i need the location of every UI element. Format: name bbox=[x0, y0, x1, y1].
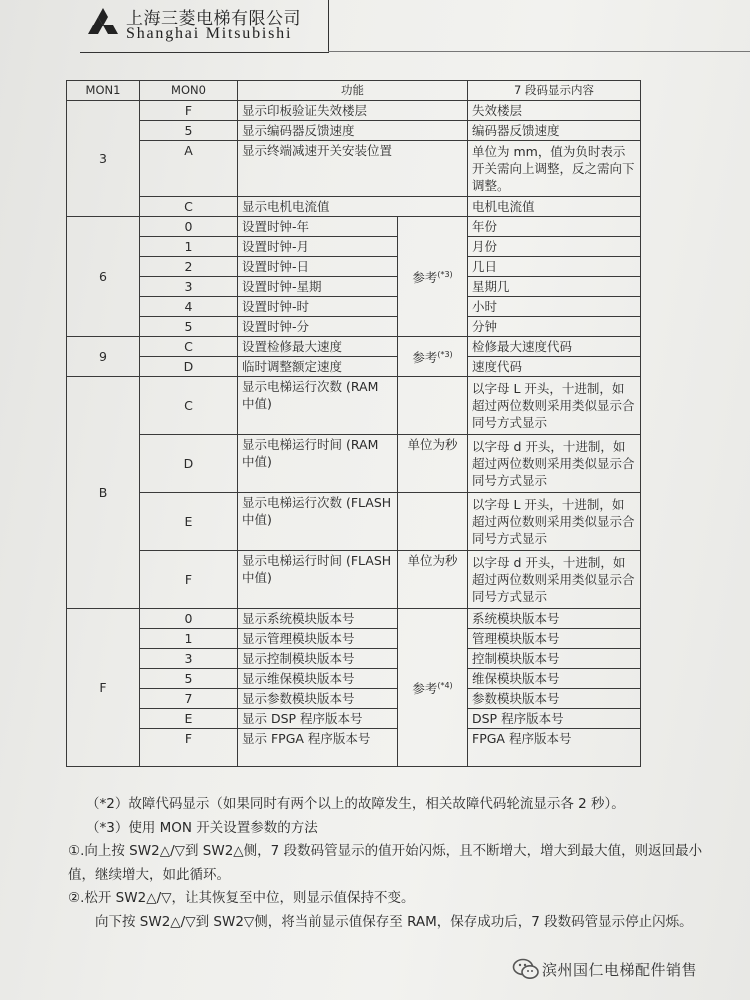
function-cell: 临时调整额定速度 bbox=[238, 357, 398, 377]
function-cell: 显示电梯运行时间 (RAM 中值) bbox=[238, 435, 398, 493]
note-cell: 单位为秒 bbox=[398, 435, 468, 493]
footnote-3-step-2: ②.松开 SW2△/▽，让其恢复至中位，则显示值保持不变。 bbox=[68, 890, 415, 906]
mon0-cell: F bbox=[140, 101, 238, 121]
function-cell: 显示管理模块版本号 bbox=[238, 629, 398, 649]
display-cell: DSP 程序版本号 bbox=[468, 709, 641, 729]
mon1-cell: F bbox=[67, 609, 140, 767]
mon0-cell: 7 bbox=[140, 689, 238, 709]
mon-function-table bbox=[66, 80, 641, 767]
header-function: 功能 bbox=[238, 81, 468, 101]
table-row bbox=[67, 357, 641, 377]
note-cell bbox=[398, 609, 468, 767]
table-row bbox=[67, 297, 641, 317]
mon0-cell: D bbox=[140, 357, 238, 377]
mon0-cell: 5 bbox=[140, 669, 238, 689]
function-cell: 显示电梯运行次数 (RAM 中值) bbox=[238, 377, 398, 435]
function-cell: 设置时钟-时 bbox=[238, 297, 398, 317]
table-row bbox=[67, 709, 641, 729]
table-row bbox=[67, 493, 641, 551]
note-cell bbox=[398, 337, 468, 377]
note-cell bbox=[398, 377, 468, 435]
display-cell: 几日 bbox=[468, 257, 641, 277]
footnote-mark: (*3) bbox=[437, 350, 453, 360]
display-cell: 以字母 d 开头，十进制，如超过两位数则采用类似显示合同号方式显示 bbox=[468, 551, 641, 609]
function-cell: 设置检修最大速度 bbox=[238, 337, 398, 357]
display-cell: 失效楼层 bbox=[468, 101, 641, 121]
function-cell: 显示电梯运行时间 (FLASH 中值) bbox=[238, 551, 398, 609]
mon0-cell: 3 bbox=[140, 649, 238, 669]
note-cell: 单位为秒 bbox=[398, 551, 468, 609]
function-cell: 设置时钟-年 bbox=[238, 217, 398, 237]
table-row bbox=[67, 121, 641, 141]
mon0-cell: 5 bbox=[140, 317, 238, 337]
function-cell: 显示印板验证失效楼层 bbox=[238, 101, 468, 121]
watermark bbox=[512, 955, 750, 985]
mon0-cell: E bbox=[140, 493, 238, 551]
table-row bbox=[67, 217, 641, 237]
table-row bbox=[67, 317, 641, 337]
table-row bbox=[67, 237, 641, 257]
mon0-cell: C bbox=[140, 377, 238, 435]
company-name-cn: 上海三菱电梯有限公司 bbox=[126, 9, 301, 29]
display-cell: 参数模块版本号 bbox=[468, 689, 641, 709]
note-cell bbox=[398, 217, 468, 337]
table-row bbox=[67, 101, 641, 121]
display-cell: 月份 bbox=[468, 237, 641, 257]
function-cell: 显示电梯运行次数 (FLASH 中值) bbox=[238, 493, 398, 551]
display-cell: 控制模块版本号 bbox=[468, 649, 641, 669]
table-row bbox=[67, 551, 641, 609]
display-cell: 以字母 L 开头，十进制，如超过两位数则采用类似显示合同号方式显示 bbox=[468, 493, 641, 551]
mon1-cell: 9 bbox=[67, 337, 140, 377]
display-cell: 分钟 bbox=[468, 317, 641, 337]
note-text: 参考 bbox=[412, 350, 438, 366]
function-cell: 显示 DSP 程序版本号 bbox=[238, 709, 398, 729]
mon0-cell: C bbox=[140, 337, 238, 357]
display-cell: 检修最大速度代码 bbox=[468, 337, 641, 357]
display-cell: FPGA 程序版本号 bbox=[468, 729, 641, 767]
display-cell: 维保模块版本号 bbox=[468, 669, 641, 689]
function-cell: 显示参数模块版本号 bbox=[238, 689, 398, 709]
note-text: 参考 bbox=[412, 270, 438, 286]
note-cell bbox=[398, 493, 468, 551]
mon1-cell: 3 bbox=[67, 101, 140, 217]
mon0-cell: 5 bbox=[140, 121, 238, 141]
display-cell: 以字母 d 开头，十进制，如超过两位数则采用类似显示合同号方式显示 bbox=[468, 435, 641, 493]
footnote-3-step-1: ①.向上按 SW2△/▽到 SW2△侧，7 段数码管显示的值开始闪烁，且不断增大，增大到最大值，则返回最小值，继续增大，如此循环。 bbox=[68, 843, 703, 883]
mitsubishi-logo-icon bbox=[88, 8, 118, 34]
table-row bbox=[67, 197, 641, 217]
table-row bbox=[67, 689, 641, 709]
footnote-3-step-3: 向下按 SW2△/▽到 SW2▽侧，将当前显示值保存至 RAM，保存成功后，7 段数码管显示停止闪烁。 bbox=[95, 913, 693, 930]
mon0-cell: 3 bbox=[140, 277, 238, 297]
note-text: 参考 bbox=[412, 681, 438, 697]
table-row bbox=[67, 649, 641, 669]
mon0-cell: 0 bbox=[140, 217, 238, 237]
function-cell: 显示 FPGA 程序版本号 bbox=[238, 729, 398, 767]
display-cell: 年份 bbox=[468, 217, 641, 237]
function-cell: 显示终端减速开关安装位置 bbox=[238, 141, 468, 197]
mon0-cell: F bbox=[140, 729, 238, 767]
display-cell: 以字母 L 开头，十进制，如超过两位数则采用类似显示合同号方式显示 bbox=[468, 377, 641, 435]
display-cell: 电机电流值 bbox=[468, 197, 641, 217]
header-mon1: MON1 bbox=[67, 81, 140, 101]
mon0-cell: 2 bbox=[140, 257, 238, 277]
footnote-2: （*2）故障代码显示（如果同时有两个以上的故障发生，相关故障代码轮流显示各 2 秒）。 bbox=[86, 796, 625, 812]
display-cell: 系统模块版本号 bbox=[468, 609, 641, 629]
header-rule bbox=[328, 51, 750, 52]
company-name-en: Shanghai Mitsubishi bbox=[126, 25, 293, 42]
table-row bbox=[67, 669, 641, 689]
table-row bbox=[67, 141, 641, 197]
function-cell: 显示电机电流值 bbox=[238, 197, 468, 217]
mon1-cell: 6 bbox=[67, 217, 140, 337]
display-cell: 编码器反馈速度 bbox=[468, 121, 641, 141]
mon0-cell: 1 bbox=[140, 629, 238, 649]
header-mon0: MON0 bbox=[140, 81, 238, 101]
watermark-text: 滨州国仁电梯配件销售 bbox=[542, 961, 698, 979]
footnote-3-title: （*3）使用 MON 开关设置参数的方法 bbox=[86, 819, 318, 836]
function-cell: 显示控制模块版本号 bbox=[238, 649, 398, 669]
table-row bbox=[67, 435, 641, 493]
function-cell: 设置时钟-月 bbox=[238, 237, 398, 257]
table-row bbox=[67, 629, 641, 649]
table-row bbox=[67, 257, 641, 277]
wechat-icon bbox=[512, 957, 540, 981]
function-cell: 设置时钟-分 bbox=[238, 317, 398, 337]
display-cell: 单位为 mm，值为负时表示开关需向上调整，反之需向下调整。 bbox=[468, 141, 641, 197]
display-cell: 速度代码 bbox=[468, 357, 641, 377]
table-row bbox=[67, 377, 641, 435]
mon1-cell: B bbox=[67, 377, 140, 609]
function-cell: 设置时钟-日 bbox=[238, 257, 398, 277]
display-cell: 管理模块版本号 bbox=[468, 629, 641, 649]
table-row bbox=[67, 337, 641, 357]
header-display: 7 段码显示内容 bbox=[468, 81, 641, 101]
mon0-cell: 0 bbox=[140, 609, 238, 629]
mon0-cell: C bbox=[140, 197, 238, 217]
mon0-cell: A bbox=[140, 141, 238, 197]
table-row bbox=[67, 609, 641, 629]
display-cell: 小时 bbox=[468, 297, 641, 317]
footnote-mark: (*4) bbox=[437, 681, 453, 691]
function-cell: 显示维保模块版本号 bbox=[238, 669, 398, 689]
mon0-cell: 1 bbox=[140, 237, 238, 257]
table-header-row bbox=[67, 81, 641, 101]
mon0-cell: E bbox=[140, 709, 238, 729]
footnote-mark: (*3) bbox=[437, 270, 453, 280]
mon0-cell: F bbox=[140, 551, 238, 609]
mon0-cell: D bbox=[140, 435, 238, 493]
mon0-cell: 4 bbox=[140, 297, 238, 317]
display-cell: 星期几 bbox=[468, 277, 641, 297]
table-row bbox=[67, 729, 641, 767]
function-cell: 显示系统模块版本号 bbox=[238, 609, 398, 629]
function-cell: 设置时钟-星期 bbox=[238, 277, 398, 297]
company-header bbox=[80, 0, 329, 53]
footnotes bbox=[68, 793, 708, 934]
table-row bbox=[67, 277, 641, 297]
function-cell: 显示编码器反馈速度 bbox=[238, 121, 468, 141]
